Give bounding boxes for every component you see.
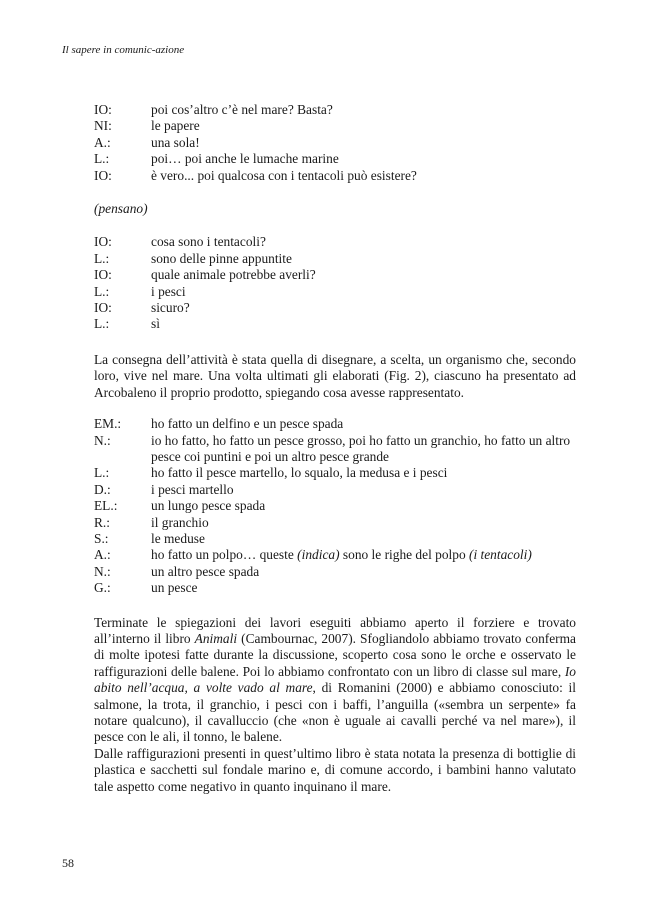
page-number: 58 [62, 856, 74, 870]
utterance: ho fatto un delfino e un pesce spada [151, 416, 344, 432]
speaker: IO: [94, 167, 112, 183]
speaker: A.: [94, 134, 111, 150]
utterance: un pesce [151, 580, 198, 596]
speaker: S.: [94, 530, 109, 546]
speaker: NI: [94, 118, 112, 134]
paragraph [94, 615, 576, 746]
speaker: D.: [94, 481, 111, 497]
utterance-part: sono le righe del polpo [339, 547, 469, 563]
dialogue-block-1 [94, 102, 576, 184]
utterance: cosa sono i tentacoli? [151, 234, 266, 250]
speaker: L.: [94, 151, 110, 167]
utterance: sì [151, 316, 160, 332]
dialogue-line [94, 118, 576, 134]
speaker: N.: [94, 563, 111, 579]
utterance: quale animale potrebbe averli? [151, 267, 316, 283]
utterance: ho fatto il pesce martello, lo squalo, la medusa e i pesci [151, 465, 448, 481]
paragraph: Dalle raffigurazioni presenti in quest’ultimo libro è stata notata la presenza di bottiglie di plastica e sacchetti sul fondale marino e, di comune accordo, i bambini hanno valutato tale aspetto come negativo in quanto inquinano il mare. [94, 745, 576, 794]
utterance: una sola! [151, 134, 200, 150]
dialogue-line [94, 547, 576, 563]
utterance: è vero... poi qualcosa con i tentacoli può esistere? [151, 167, 417, 183]
utterance: un lungo pesce spada [151, 498, 266, 514]
dialogue-line [94, 234, 576, 250]
utterance: sono delle pinne appuntite [151, 250, 292, 266]
stage-note: (indica) [297, 547, 340, 563]
dialogue-line [94, 433, 576, 466]
speaker: L.: [94, 465, 110, 481]
utterance: i pesci martello [151, 481, 234, 497]
dialogue-line [94, 515, 576, 531]
stage-direction: (pensano) [94, 201, 148, 217]
utterance: il granchio [151, 514, 209, 530]
utterance: poi cos’altro c’è nel mare? Basta? [151, 102, 333, 117]
utterance: poi… poi anche le lumache marine [151, 151, 339, 167]
speaker: R.: [94, 514, 110, 530]
book-title: Animali [194, 630, 238, 646]
paragraph: La consegna dell’attività è stata quella di disegnare, a scelta, un organismo che, secondo loro, vive nel mare. Una volta ultimati gli elaborati (Fig. 2), ciascuno ha presentato ad Arcobaleno il proprio prodotto, spiegando cosa avesse rappresentato. [94, 351, 576, 400]
dialogue-line [94, 102, 576, 118]
stage-note: (i tentacoli) [468, 547, 532, 563]
paragraph-part: Terminate le spiegazioni dei lavori eseguiti abbiamo aperto il forziere e trovato all’interno il libro [94, 614, 576, 646]
dialogue-line [94, 300, 576, 316]
speaker: G.: [94, 580, 111, 596]
utterance: le papere [151, 118, 200, 134]
dialogue-line [94, 151, 576, 167]
speaker: N.: [94, 432, 111, 448]
paragraph-part: (Cambournac, 2007). Sfogliandolo abbiamo trovato conferma di molte ipotesi fatte durante la discussione, scoperto cosa sono le orche e osservato le raffigurazioni delle balene. Poi lo abbiamo confrontato con un libro di classe sul mare, [94, 630, 576, 679]
utterance: un altro pesce spada [151, 563, 260, 579]
speaker: L.: [94, 283, 110, 299]
dialogue-block-3 [94, 416, 576, 596]
speaker: EL.: [94, 498, 118, 514]
speaker: L.: [94, 316, 110, 332]
dialogue-line [94, 316, 576, 332]
dialogue-block-2 [94, 234, 576, 332]
utterance [151, 547, 576, 563]
dialogue-line [94, 251, 576, 267]
speaker: A.: [94, 547, 111, 563]
dialogue-line [94, 482, 576, 498]
paragraph-part: , di Romanini (2000) e abbiamo conosciuto: il salmone, la trota, il granchio, i pesci con i baffi, l’anguilla («sembra un serpente» fa notare qualcuno), il cavalluccio (che «non è uguale ai cavalli perché va nel mare»), il pesce con le ali, il tonno, le balene. [94, 680, 576, 745]
dialogue-line [94, 531, 576, 547]
dialogue-line [94, 135, 576, 151]
dialogue-line [94, 168, 576, 184]
dialogue-line [94, 498, 576, 514]
page-body [94, 102, 576, 795]
speaker: EM.: [94, 416, 122, 432]
utterance: io ho fatto, ho fatto un pesce grosso, poi ho fatto un granchio, ho fatto un altro pesce coi puntini e poi un altro pesce grande [151, 432, 571, 464]
utterance: sicuro? [151, 300, 190, 316]
speaker: IO: [94, 300, 112, 316]
dialogue-line [94, 465, 576, 481]
speaker: L.: [94, 250, 110, 266]
dialogue-line [94, 580, 576, 596]
speaker: IO: [94, 102, 112, 117]
dialogue-line [94, 267, 576, 283]
utterance: i pesci [151, 283, 186, 299]
utterance: le meduse [151, 530, 205, 546]
speaker: IO: [94, 234, 112, 250]
dialogue-line [94, 564, 576, 580]
book-title: Io abito nell’acqua, a volte vado al mare [94, 663, 576, 696]
running-head: Il sapere in comunic-azione [62, 44, 185, 56]
utterance-part: ho fatto un polpo… queste [151, 547, 298, 563]
dialogue-line [94, 416, 576, 432]
speaker: IO: [94, 267, 112, 283]
dialogue-line [94, 284, 576, 300]
